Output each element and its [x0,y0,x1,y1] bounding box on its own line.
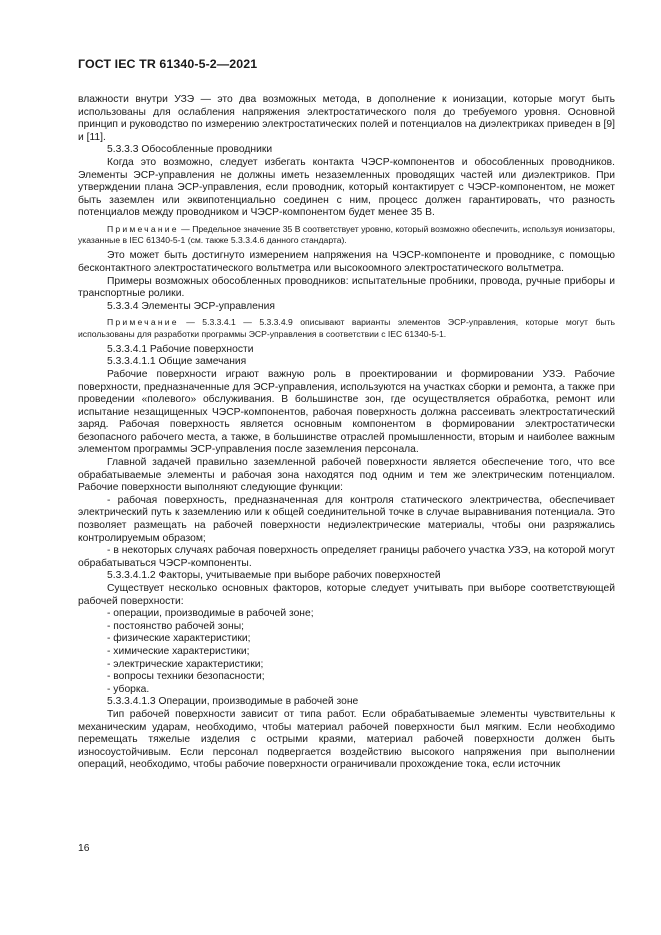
paragraph: Примеры возможных обособленных проводников: испытательные пробники, провода, ручные приборы и транспортные ролики. [78,275,615,300]
note [78,224,615,246]
section-heading: 5.3.3.4 Элементы ЭСР-управления [107,300,275,312]
list-item: - физические характеристики; [107,633,251,645]
note-label: Примечание [107,223,179,234]
paragraph: Главной задачей правильно заземленной рабочей поверхности является обеспечение того, что все обрабатываемые элементы и рабочая зона находятся под одним и тем же электрическим потенциалом. Рабочие поверхности выполняют следующие функции: [78,457,615,494]
paragraph: влажности внутри УЗЭ — это два возможных метода, в дополнение к ионизации, которые могут быть использованы для ослабления напряжения электростатического поля до требуемого уровня. Основной принцип и руководство по измерению электростатических полей и потенциалов на диэлектриках приведен в [9] и [11]. [78,94,615,143]
section-heading: 5.3.3.4.1.1 Общие замечания [107,356,247,368]
section-heading: 5.3.3.4.1.3 Операции, производимые в рабочей зоне [107,696,359,708]
paragraph: Рабочие поверхности играют важную роль в проектировании и формировании УЗЭ. Рабочие поверхности, предназначенные для ЭСР-управления, используются на участках сборки и ремонта, а также при проведении «полевого» обслуживания. В большинстве зон, где осуществляется обработка, ремонт или испытание незащищенных ЧЭСР-компонентов, рабочая поверхность должна рассеивать электростатический заряд. Рабочая поверхность является основным компонентом в формировании электростатически безопасного рабочего места, а также, в большинстве отраслей промышленности, вторым и наиболее важным элементом программы ЭСР-управления после заземления персонала. [78,368,615,456]
note-text: — 5.3.3.4.1 — 5.3.3.4.9 описывают варианты элементов ЭСР-управления, которые могут быть использованы для разработки программы ЭСР-управления в соответствии с IEC 61340-5-1. [78,317,615,339]
paragraph: Когда это возможно, следует избегать контакта ЧЭСР-компонентов и обособленных проводников. Элементы ЭСР-управления не должны иметь незаземленных проводящих частей или диэлектриков. При утверждении плана ЭСР-управления, если проводник, который контактирует с ЧЭСР-компонентом, не может быть заземлен или эквипотенциально соединен с ним, процесс должен гарантировать, что разность потенциалов между проводником и ЧЭСР-компонентом будет менее 35 В. [78,156,615,219]
note-text: — Предельное значение 35 В соответствует уровню, который возможно обеспечить, используя ионизаторы, указанные в IEC 61340-5-1 (см. также 5.3.3.4.6 данного стандарта). [78,223,615,246]
document-header: ГОСТ IEC TR 61340-5-2—2021 [78,57,258,71]
note [78,317,615,339]
list-item: - уборка. [107,683,150,695]
list-item: - электрические характеристики; [107,658,264,670]
note-label: Примечание [107,317,179,328]
list-item: - химические характеристики; [107,645,250,657]
paragraph: Тип рабочей поверхности зависит от типа работ. Если обрабатываемые элементы чувствительны к механическим ударам, необходимо, чтобы материал рабочей поверхности был мягким. Если необходимо перемещать тяжелые изделия с острыми краями, материал рабочей поверхности должен быть износоустойчивым. Если персонал подвергается воздействию высокого напряжения при выполнении операций, необходимо, чтобы рабочие поверхности ограничивали прохождение тока, если источник [78,708,615,771]
section-heading: 5.3.3.4.1 Рабочие поверхности [107,343,254,355]
section-heading: 5.3.3.3 Обособленные проводники [107,144,273,156]
paragraph: Существует несколько основных факторов, которые следует учитывать при выборе соответствующей рабочей поверхности: [78,583,615,607]
list-item: - вопросы техники безопасности; [107,671,265,683]
document-body [78,94,615,772]
list-item: - постоянство рабочей зоны; [107,620,244,632]
section-heading: 5.3.3.4.1.2 Факторы, учитываемые при выборе рабочих поверхностей [107,570,441,582]
list-item: - в некоторых случаях рабочая поверхность определяет границы рабочего участка УЗЭ, на которой могут обрабатываться ЧЭСР-компоненты. [78,545,615,569]
list-item: - рабочая поверхность, предназначенная для контроля статического электричества, обеспечивает электрический путь к заземлению или к общей соединительной точке в случае выравнивания потенциала. Это позволяет размещать на рабочей поверхности недиэлектрические материалы, чтобы они разряжались контролируемым образом; [78,494,615,544]
paragraph: Это может быть достигнуто измерением напряжения на ЧЭСР-компоненте и проводнике, с помощью бесконтактного электростатического вольтметра или высокоомного электростатического вольтметра. [78,250,615,274]
list-item: - операции, производимые в рабочей зоне; [107,608,314,620]
page-number: 16 [78,843,90,854]
